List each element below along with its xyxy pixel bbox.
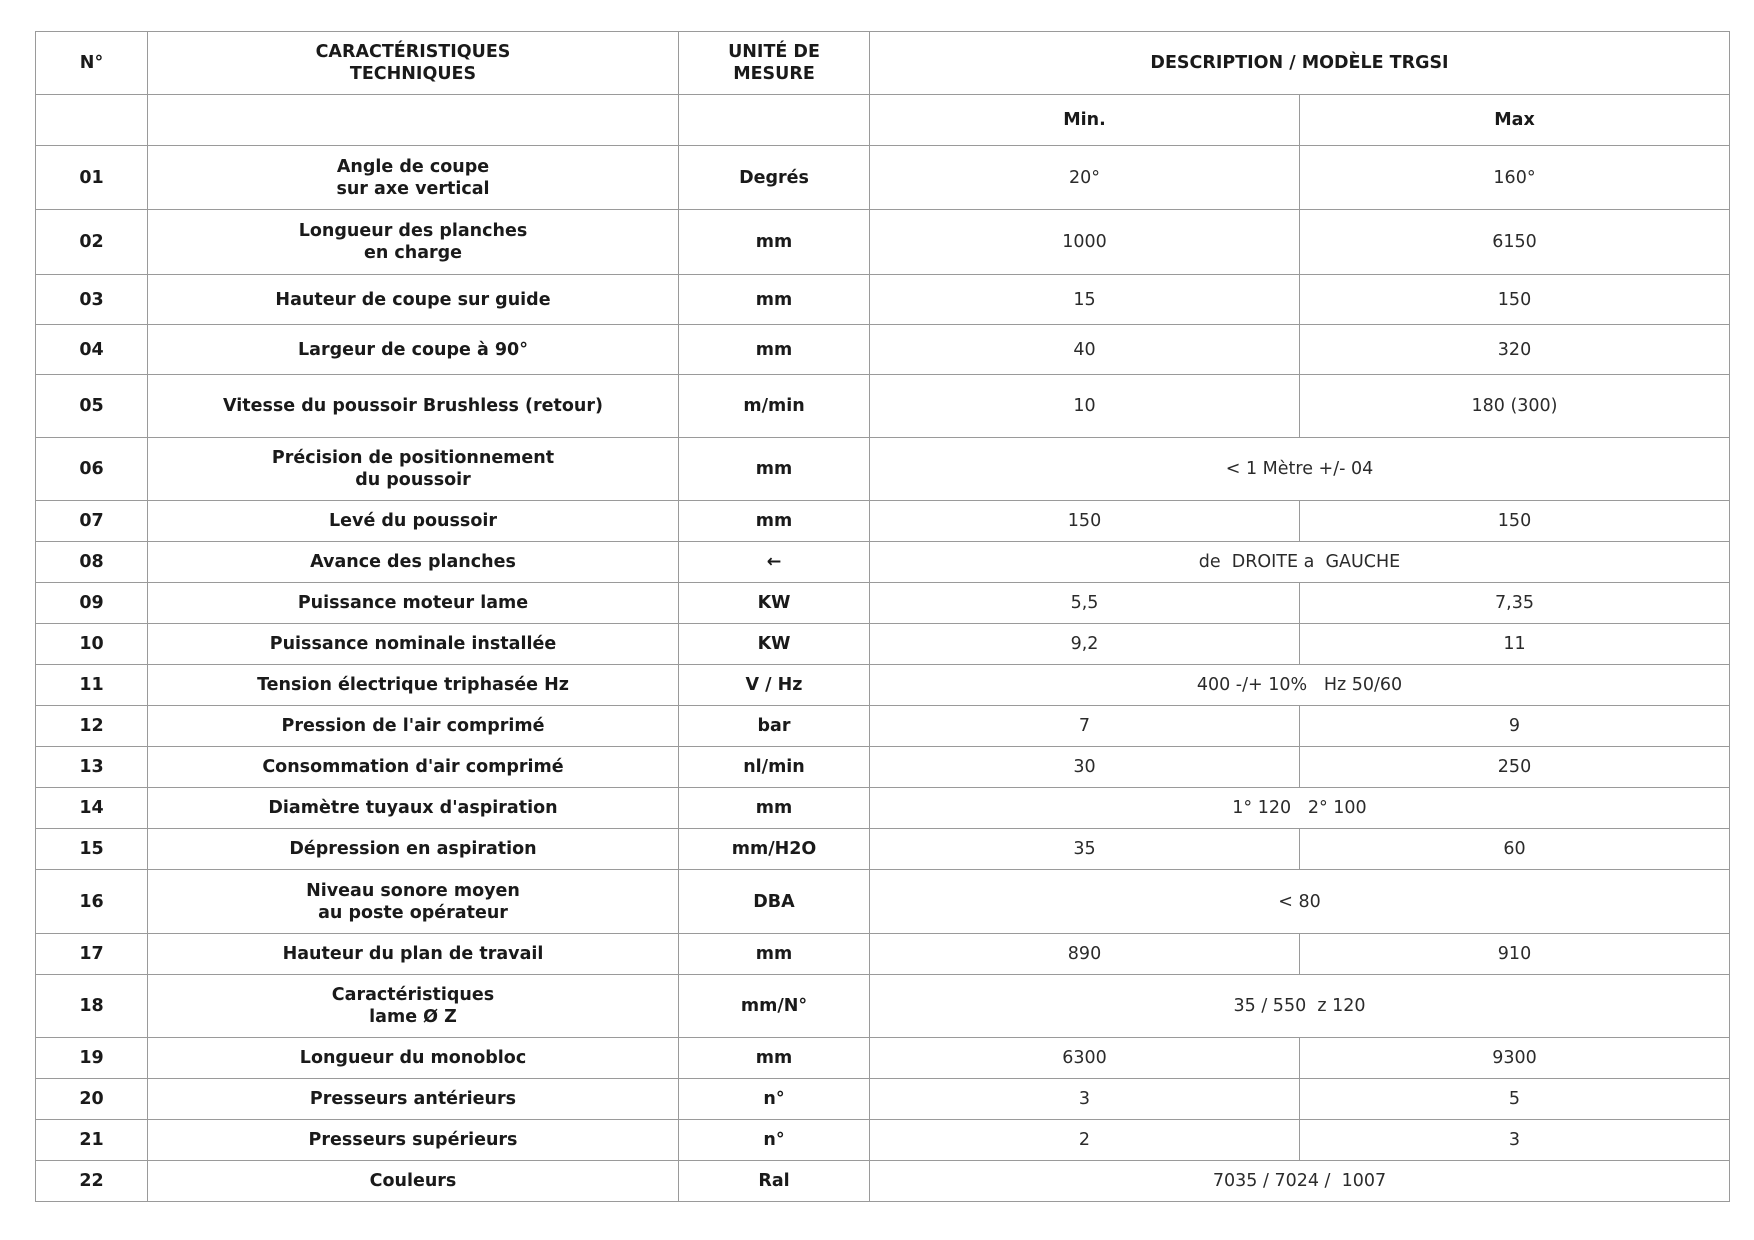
row-unit: mm [679, 501, 870, 542]
characteristic-line1: Tension électrique triphasée Hz [257, 675, 569, 695]
row-number: 11 [36, 665, 148, 706]
characteristic-line1: Presseurs supérieurs [308, 1130, 518, 1150]
row-number: 17 [36, 934, 148, 975]
row-characteristic [148, 1161, 679, 1202]
characteristic-line1: Dépression en aspiration [289, 839, 537, 859]
row-min: 890 [870, 934, 1300, 975]
row-min: 35 [870, 829, 1300, 870]
row-unit: mm [679, 1038, 870, 1079]
header-characteristics [148, 32, 679, 95]
characteristic-line2: lame Ø Z [369, 1007, 457, 1027]
header-row [36, 32, 1730, 95]
subheader-empty [36, 95, 148, 146]
row-characteristic [148, 325, 679, 375]
row-number: 12 [36, 706, 148, 747]
spec-sheet [35, 31, 1729, 1202]
row-unit: KW [679, 583, 870, 624]
table-row [36, 870, 1730, 934]
table-row [36, 325, 1730, 375]
row-characteristic [148, 210, 679, 275]
row-value: de DROITE a GAUCHE [870, 542, 1730, 583]
characteristic-line1: Presseurs antérieurs [309, 1089, 517, 1109]
row-number: 16 [36, 870, 148, 934]
row-characteristic [148, 375, 679, 438]
row-number: 01 [36, 146, 148, 210]
row-max: 320 [1300, 325, 1730, 375]
row-number: 07 [36, 501, 148, 542]
row-number: 13 [36, 747, 148, 788]
row-unit: Ral [679, 1161, 870, 1202]
table-row [36, 1120, 1730, 1161]
row-unit: mm/H2O [679, 829, 870, 870]
row-max: 60 [1300, 829, 1730, 870]
row-unit: mm [679, 438, 870, 501]
row-unit: mm [679, 325, 870, 375]
row-unit: mm/N° [679, 975, 870, 1038]
table-row [36, 829, 1730, 870]
table-row [36, 438, 1730, 501]
row-value: < 1 Mètre +/- 04 [870, 438, 1730, 501]
table-row [36, 975, 1730, 1038]
row-min: 10 [870, 375, 1300, 438]
row-number: 06 [36, 438, 148, 501]
row-characteristic [148, 624, 679, 665]
row-characteristic [148, 665, 679, 706]
row-max: 6150 [1300, 210, 1730, 275]
row-characteristic [148, 934, 679, 975]
header-characteristics-line1: CARACTÉRISTIQUES [315, 42, 511, 62]
characteristic-line1: Avance des planches [310, 552, 516, 572]
header-number: N° [36, 32, 148, 95]
table-row [36, 375, 1730, 438]
row-number: 08 [36, 542, 148, 583]
row-number: 19 [36, 1038, 148, 1079]
row-number: 20 [36, 1079, 148, 1120]
row-characteristic [148, 583, 679, 624]
row-number: 02 [36, 210, 148, 275]
row-min: 6300 [870, 1038, 1300, 1079]
characteristic-line1: Longueur du monobloc [299, 1048, 527, 1068]
table-row [36, 210, 1730, 275]
row-min: 3 [870, 1079, 1300, 1120]
characteristic-line1: Puissance nominale installée [269, 634, 557, 654]
row-value: < 80 [870, 870, 1730, 934]
row-max: 9300 [1300, 1038, 1730, 1079]
table-row [36, 275, 1730, 325]
row-characteristic [148, 275, 679, 325]
characteristic-line1: Pression de l'air comprimé [281, 716, 545, 736]
characteristic-line2: sur axe vertical [336, 178, 490, 199]
row-unit: n° [679, 1079, 870, 1120]
characteristic-line1: Diamètre tuyaux d'aspiration [268, 798, 558, 818]
table-row [36, 542, 1730, 583]
row-min: 30 [870, 747, 1300, 788]
row-max: 11 [1300, 624, 1730, 665]
subheader-row [36, 95, 1730, 146]
table-row [36, 583, 1730, 624]
header-min: Min. [870, 95, 1300, 146]
table-row [36, 747, 1730, 788]
header-max: Max [1300, 95, 1730, 146]
row-max: 9 [1300, 706, 1730, 747]
row-value: 35 / 550 z 120 [870, 975, 1730, 1038]
characteristic-line1: Précision de positionnement [271, 448, 555, 468]
row-number: 22 [36, 1161, 148, 1202]
characteristic-line1: Caractéristiques [331, 985, 495, 1005]
row-unit: ← [679, 542, 870, 583]
characteristic-line1: Levé du poussoir [329, 511, 497, 531]
row-unit: Degrés [679, 146, 870, 210]
row-unit: nl/min [679, 747, 870, 788]
row-characteristic [148, 747, 679, 788]
row-number: 09 [36, 583, 148, 624]
row-unit: DBA [679, 870, 870, 934]
row-unit: mm [679, 210, 870, 275]
row-max: 910 [1300, 934, 1730, 975]
characteristic-line1: Consommation d'air comprimé [262, 757, 564, 777]
row-min: 150 [870, 501, 1300, 542]
row-unit: V / Hz [679, 665, 870, 706]
row-max: 150 [1300, 501, 1730, 542]
row-unit: n° [679, 1120, 870, 1161]
characteristic-line1: Angle de coupe [336, 156, 490, 177]
row-unit: mm [679, 788, 870, 829]
specifications-table [35, 31, 1730, 1202]
header-description: DESCRIPTION / MODÈLE TRGSI [870, 32, 1730, 95]
characteristic-line2: au poste opérateur [318, 902, 508, 923]
table-row [36, 1161, 1730, 1202]
row-unit: mm [679, 934, 870, 975]
characteristic-line1: Longueur des planches [298, 221, 528, 241]
row-number: 04 [36, 325, 148, 375]
row-characteristic [148, 1038, 679, 1079]
row-unit: mm [679, 275, 870, 325]
row-characteristic [148, 542, 679, 583]
row-value: 7035 / 7024 / 1007 [870, 1161, 1730, 1202]
characteristic-line1: Hauteur de coupe sur guide [275, 289, 551, 310]
characteristic-line1: Largeur de coupe à 90° [297, 339, 528, 360]
row-number: 18 [36, 975, 148, 1038]
row-characteristic [148, 829, 679, 870]
row-number: 21 [36, 1120, 148, 1161]
row-number: 10 [36, 624, 148, 665]
row-number: 03 [36, 275, 148, 325]
row-max: 3 [1300, 1120, 1730, 1161]
row-characteristic [148, 1120, 679, 1161]
row-characteristic [148, 706, 679, 747]
row-characteristic [148, 438, 679, 501]
row-number: 14 [36, 788, 148, 829]
table-row [36, 1079, 1730, 1120]
row-number: 05 [36, 375, 148, 438]
table-row [36, 934, 1730, 975]
characteristic-line2: en charge [363, 243, 463, 263]
row-min: 1000 [870, 210, 1300, 275]
characteristic-line1: Niveau sonore moyen [306, 880, 520, 901]
row-max: 160° [1300, 146, 1730, 210]
row-unit: m/min [679, 375, 870, 438]
row-value: 1° 120 2° 100 [870, 788, 1730, 829]
row-characteristic [148, 501, 679, 542]
row-min: 2 [870, 1120, 1300, 1161]
row-min: 15 [870, 275, 1300, 325]
table-row [36, 146, 1730, 210]
row-max: 7,35 [1300, 583, 1730, 624]
characteristic-line1: Vitesse du poussoir Brushless (retour) [223, 396, 603, 416]
row-max: 180 (300) [1300, 375, 1730, 438]
table-row [36, 501, 1730, 542]
characteristic-line1: Hauteur du plan de travail [282, 944, 544, 964]
table-row [36, 665, 1730, 706]
row-min: 5,5 [870, 583, 1300, 624]
row-characteristic [148, 788, 679, 829]
row-characteristic [148, 870, 679, 934]
table-body [36, 146, 1730, 1202]
table-row [36, 788, 1730, 829]
row-value: 400 -/+ 10% Hz 50/60 [870, 665, 1730, 706]
row-number: 15 [36, 829, 148, 870]
row-min: 20° [870, 146, 1300, 210]
row-max: 150 [1300, 275, 1730, 325]
characteristic-line2: du poussoir [355, 470, 471, 490]
characteristic-line1: Puissance moteur lame [297, 593, 529, 613]
header-unit: UNITÉ DE MESURE [679, 32, 870, 95]
row-min: 7 [870, 706, 1300, 747]
table-row [36, 1038, 1730, 1079]
row-characteristic [148, 975, 679, 1038]
row-min: 40 [870, 325, 1300, 375]
subheader-empty [148, 95, 679, 146]
table-row [36, 706, 1730, 747]
characteristic-line1: Couleurs [369, 1171, 457, 1191]
row-max: 5 [1300, 1079, 1730, 1120]
row-unit: KW [679, 624, 870, 665]
row-max: 250 [1300, 747, 1730, 788]
row-characteristic [148, 1079, 679, 1120]
subheader-empty [679, 95, 870, 146]
row-min: 9,2 [870, 624, 1300, 665]
table-row [36, 624, 1730, 665]
header-characteristics-line2: TECHNIQUES [349, 64, 477, 84]
row-unit: bar [679, 706, 870, 747]
row-characteristic [148, 146, 679, 210]
